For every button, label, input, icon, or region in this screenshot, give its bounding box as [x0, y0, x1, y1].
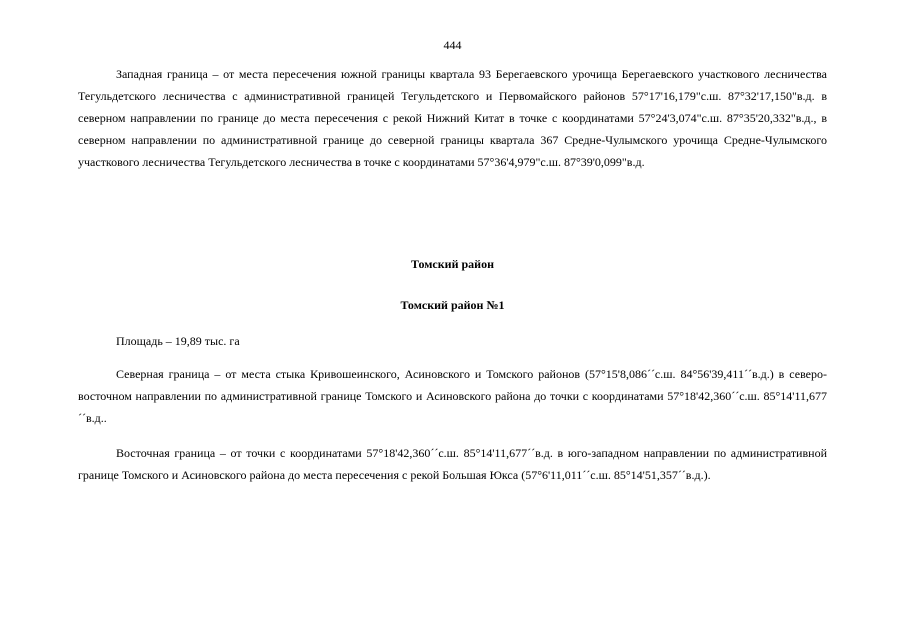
subdistrict-heading: Томский район №1: [400, 298, 505, 312]
east-border-paragraph: Восточная граница – от точки с координатами 57°18'42,360´´с.ш. 85°14'11,677´´в.д. в юго-западном направлении по административной границе Томского и Асиновского района до места пересечения с рекой Большая Юкса (57°6'11,011´´с.ш. 85°14'51,357´´в.д.).: [78, 446, 827, 482]
district-heading: Томский район: [411, 257, 494, 271]
area-line: Площадь – 19,89 тыс. га: [116, 334, 240, 348]
north-border-paragraph: Северная граница – от места стыка Кривошеинского, Асиновского и Томского районов (57°15'8,086´´с.ш. 84°56'39,411´´в.д.) в северо-восточном направлении по административной границе Томского и Асиновского района до точки с координатами 57°18'42,360´´с.ш. 85°14'11,677´´в.д..: [78, 367, 827, 425]
west-border-paragraph: Западная граница – от места пересечения южной границы квартала 93 Берегаевского урочища Берегаевского участкового лесничества Тегульдетского лесничества с административной границей Тегульдетского и Первомайского районов 57°17'16,179"с.ш. 87°32'17,150"в.д. в северном направлении по границе до места пересечения с рекой Нижний Китат в точке с координатами 57°24'3,074"с.ш. 87°35'20,332"в.д., в северном направлении по административной границе до северной границы квартала 367 Средне-Чулымского урочища Средне-Чулымского участкового лесничества Тегульдетского лесничества в точке с координатами 57°36'4,979"с.ш. 87°39'0,099"в.д.: [78, 67, 827, 169]
page-number: 444: [443, 38, 462, 52]
